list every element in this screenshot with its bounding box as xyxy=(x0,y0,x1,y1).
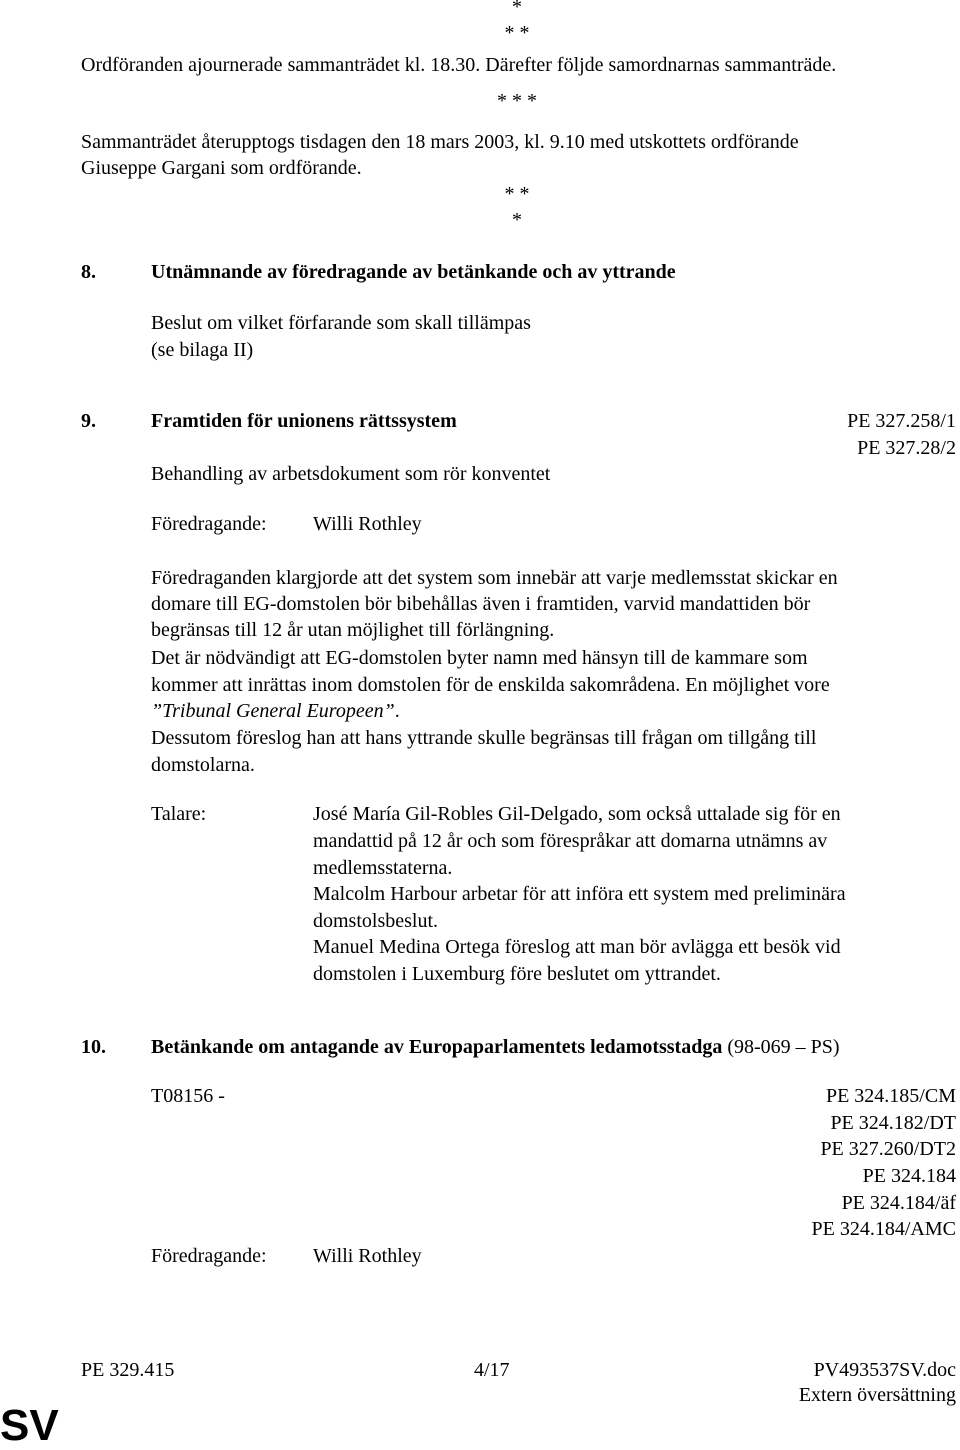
document-code: T08156 - xyxy=(151,1085,225,1107)
footer-page-number: 4/17 xyxy=(474,1359,510,1381)
body-text-line xyxy=(151,698,400,725)
body-text-line: domare till EG-domstolen bör bibehållas även i framtiden, varvid mandattiden bör xyxy=(151,593,811,615)
speaker-text-line: José María Gil-Robles Gil-Delgado, som också uttalade sig för en xyxy=(313,803,841,825)
separator-stars: * xyxy=(512,0,522,18)
separator-stars: * xyxy=(512,209,522,231)
item-title: Utnämnande av föredragande av betänkande och av yttrande xyxy=(151,261,676,283)
item-subtitle: Behandling av arbetsdokument som rör konventet xyxy=(151,463,551,485)
separator-stars: * * * xyxy=(497,90,537,112)
speaker-text-line: Malcolm Harbour arbetar för att införa ett system med preliminära xyxy=(313,883,846,905)
body-text-line: Föredraganden klargjorde att det system som innebär att varje medlemsstat skickar en xyxy=(151,567,838,589)
body-text-line: domstolarna. xyxy=(151,754,255,776)
document-reference: PE 324.184/AMC xyxy=(811,1218,956,1240)
adjournment-text: Ordföranden ajournerade sammanträdet kl. 18.30. Därefter följde samordnarnas sammanträde. xyxy=(81,54,837,76)
document-reference: PE 324.185/CM xyxy=(825,1085,956,1107)
item-text: Beslut om vilket förfarande som skall tillämpas xyxy=(151,312,531,334)
item-title-suffix: (98-069 – PS) xyxy=(722,1036,840,1058)
speaker-text-line: mandattid på 12 år och som förespråkar att domarna utnämns av xyxy=(313,830,828,852)
body-text-line: kommer att inrättas inom domstolen för de enskilda sakområdena. En möjlighet vore xyxy=(151,674,830,696)
item-text: (se bilaga II) xyxy=(151,339,254,361)
footer-translation-note: Extern översättning xyxy=(798,1384,956,1406)
document-reference: PE 324.182/DT xyxy=(830,1112,956,1134)
language-code: SV xyxy=(0,1401,59,1450)
speaker-text-line: domstolsbeslut. xyxy=(313,910,439,932)
item-number: 8. xyxy=(81,261,96,283)
rapporteur-label: Föredragande: xyxy=(151,1245,267,1267)
item-number: 10. xyxy=(81,1036,106,1058)
court-name: ”Tribunal General Europeen” xyxy=(151,700,395,722)
speaker-text-line: domstolen i Luxemburg före beslutet om yttrandet. xyxy=(313,963,721,985)
item-title xyxy=(151,1034,840,1061)
body-text-line: begränsas till 12 år utan möjlighet till förlängning. xyxy=(151,619,555,641)
document-reference: PE 327.28/2 xyxy=(857,437,956,459)
rapporteur-name: Willi Rothley xyxy=(313,1245,422,1267)
footer-doc-number: PE 329.415 xyxy=(81,1359,175,1381)
resumption-text-line: Sammanträdet återupptogs tisdagen den 18 mars 2003, kl. 9.10 med utskottets ordförande xyxy=(81,131,799,153)
resumption-text-line: Giuseppe Gargani som ordförande. xyxy=(81,157,362,179)
document-reference: PE 324.184/äf xyxy=(841,1192,956,1214)
document-reference: PE 324.184 xyxy=(862,1165,956,1187)
speaker-text-line: medlemsstaterna. xyxy=(313,857,453,879)
separator-stars: * * xyxy=(504,22,530,44)
document-reference: PE 327.260/DT2 xyxy=(820,1138,956,1160)
item-title: Framtiden för unionens rättssystem xyxy=(151,410,457,432)
footer-file-name: PV493537SV.doc xyxy=(813,1359,956,1381)
item-number: 9. xyxy=(81,410,96,432)
body-text-line: Dessutom föreslog han att hans yttrande skulle begränsas till frågan om tillgång till xyxy=(151,727,817,749)
body-text-line: Det är nödvändigt att EG-domstolen byter namn med hänsyn till de kammare som xyxy=(151,647,808,669)
rapporteur-label: Föredragande: xyxy=(151,513,267,535)
document-reference: PE 327.258/1 xyxy=(847,410,956,432)
speakers-label: Talare: xyxy=(151,803,207,825)
punctuation: . xyxy=(394,700,400,722)
speaker-text-line: Manuel Medina Ortega föreslog att man bör avlägga ett besök vid xyxy=(313,936,841,958)
separator-stars: * * xyxy=(504,183,530,205)
item-title-text: Betänkande om antagande av Europaparlamentets ledamotsstadga xyxy=(151,1036,723,1058)
rapporteur-name: Willi Rothley xyxy=(313,513,422,535)
